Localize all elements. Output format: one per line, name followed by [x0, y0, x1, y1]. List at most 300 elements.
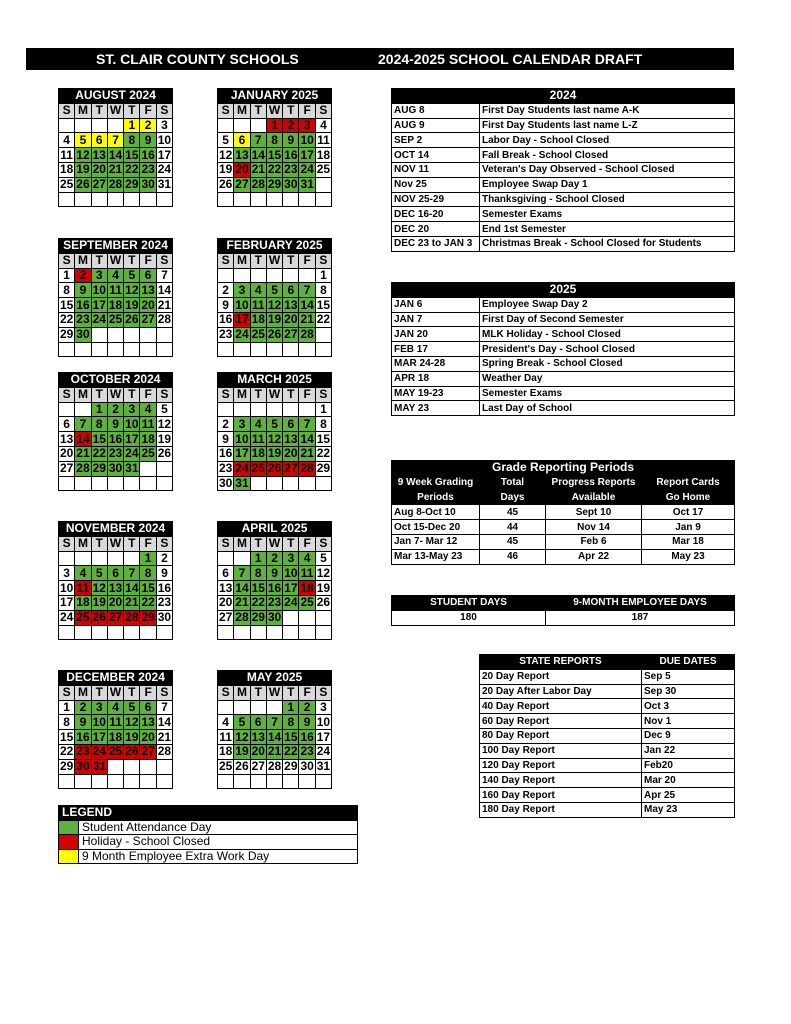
calendar-november-2024 [58, 521, 173, 640]
day-cell: 8 [140, 566, 156, 581]
event-date: DEC 16-20 [392, 207, 480, 222]
grade-head-period: 9 Week Grading [392, 475, 480, 490]
day-cell: 7 [156, 268, 172, 283]
event-description: Fall Break - School Closed [480, 148, 735, 163]
day-cell: 1 [315, 268, 331, 283]
day-cell: 25 [316, 162, 331, 177]
state-reports-head: STATE REPORTS [480, 655, 642, 670]
grading-period: Aug 8-Oct 10 [392, 505, 480, 520]
day-cell: 30 [218, 476, 233, 490]
day-cell: 19 [125, 297, 139, 312]
empty-cell [107, 759, 123, 774]
day-cell: 4 [59, 133, 75, 148]
day-cell: 17 [300, 147, 314, 162]
event-date: AUG 8 [392, 103, 480, 118]
event-date: NOV 25-29 [392, 192, 480, 207]
day-cell: 31 [157, 177, 172, 192]
weekday-header: M [234, 387, 250, 402]
report-name: 160 Day Report [480, 788, 642, 803]
event-description: Veteran's Day Observed - School Closed [480, 162, 735, 177]
day-cell: 16 [267, 580, 282, 595]
day-cell: 10 [235, 297, 249, 312]
day-cell: 4 [107, 268, 123, 283]
day-cell: 4 [75, 566, 91, 581]
weekday-header: F [299, 387, 315, 402]
events-2025-title: 2025 [392, 283, 735, 298]
empty-cell [266, 625, 282, 640]
day-cell: 27 [284, 327, 298, 342]
day-cell: 17 [92, 297, 106, 312]
empty-cell [315, 476, 331, 491]
day-cell: 3 [156, 118, 172, 133]
empty-cell [315, 625, 331, 640]
event-date: JAN 7 [392, 312, 480, 327]
empty-cell [59, 342, 75, 357]
weekday-header: T [250, 103, 266, 118]
day-cell: 6 [234, 133, 250, 148]
day-cell: 8 [59, 715, 75, 730]
day-cell: 7 [299, 283, 315, 298]
weekday-header: S [315, 387, 331, 402]
day-cell: 3 [91, 268, 107, 283]
day-cell: 11 [109, 282, 122, 297]
day-cell: 16 [76, 297, 90, 312]
day-cell: 20 [92, 162, 106, 177]
report-due-date: May 23 [642, 802, 735, 817]
legend-swatch [59, 820, 79, 835]
day-cell: 18 [108, 297, 123, 312]
weekday-header: T [124, 387, 140, 402]
report-due-date: Sep 5 [642, 669, 735, 684]
weekday-header: T [283, 685, 299, 700]
day-cell: 26 [267, 461, 282, 476]
day-cell: 2 [140, 118, 156, 133]
empty-cell [218, 700, 234, 715]
table-row [480, 788, 735, 803]
weekday-header: M [75, 387, 91, 402]
day-cell: 8 [315, 417, 331, 432]
day-cell: 23 [76, 312, 90, 327]
day-cell: 1 [91, 402, 107, 417]
empty-cell [283, 625, 299, 640]
weekday-header: S [59, 103, 75, 118]
weekday-header: M [234, 536, 250, 551]
day-cell: 14 [267, 729, 282, 744]
day-cell: 23 [300, 744, 314, 759]
day-cell: 26 [316, 595, 331, 610]
day-cell: 13 [235, 147, 249, 162]
month-title: AUGUST 2024 [59, 89, 173, 104]
day-cell: 12 [125, 282, 139, 297]
day-cell: 17 [59, 595, 74, 610]
table-row [392, 222, 735, 237]
day-cell: 5 [156, 402, 172, 417]
day-cell: 12 [316, 565, 331, 580]
grade-head-total: Total [480, 475, 546, 490]
weekday-header: M [234, 103, 250, 118]
day-cell: 18 [218, 744, 233, 759]
legend-swatch [59, 849, 79, 864]
day-cell: 20 [235, 162, 249, 177]
empty-cell [283, 192, 299, 207]
empty-cell [59, 192, 75, 207]
empty-cell [299, 610, 315, 625]
report-due-date: Oct 3 [642, 699, 735, 714]
weekday-header: F [140, 103, 156, 118]
day-cell: 23 [218, 327, 233, 342]
event-date: SEP 2 [392, 133, 480, 148]
day-cell: 2 [266, 551, 282, 566]
employee-days-label: 9-MONTH EMPLOYEE DAYS [546, 596, 735, 611]
day-cell: 21 [300, 312, 314, 327]
events-2024-title: 2024 [392, 89, 735, 104]
weekday-header: T [124, 685, 140, 700]
day-cell: 19 [125, 729, 139, 744]
empty-cell [140, 192, 156, 207]
day-cell: 27 [251, 759, 265, 774]
day-cell: 25 [108, 744, 123, 759]
day-cell: 5 [218, 133, 234, 148]
empty-cell [124, 759, 140, 774]
day-cell: 28 [267, 759, 282, 774]
progress-report-date: Apr 22 [546, 549, 642, 564]
day-cell: 11 [76, 580, 90, 595]
day-cell: 14 [251, 147, 265, 162]
day-cell: 5 [266, 417, 282, 432]
day-cell: 25 [59, 177, 74, 192]
day-cell: 2 [218, 417, 234, 432]
weekday-header: M [75, 103, 91, 118]
report-name: 180 Day Report [480, 802, 642, 817]
day-cell: 10 [92, 282, 106, 297]
month-title: DECEMBER 2024 [59, 671, 173, 686]
table-row [392, 148, 735, 163]
day-cell: 2 [75, 268, 91, 283]
state-reports-table [479, 654, 735, 818]
day-cell: 5 [124, 700, 140, 715]
day-cell: 15 [59, 297, 74, 312]
day-cell: 25 [251, 461, 265, 476]
empty-cell [283, 268, 299, 283]
day-cell: 1 [250, 551, 266, 566]
day-cell: 16 [108, 431, 123, 446]
day-cell: 16 [76, 729, 90, 744]
day-cell: 8 [266, 133, 282, 148]
day-cell: 13 [284, 431, 298, 446]
weekday-header: T [283, 536, 299, 551]
weekday-header: T [124, 536, 140, 551]
table-row [392, 356, 735, 371]
day-cell: 14 [300, 431, 314, 446]
report-card-date: Oct 17 [642, 505, 735, 520]
weekday-header: S [218, 103, 234, 118]
day-cell: 2 [75, 700, 91, 715]
legend-item [59, 820, 358, 835]
day-cell: 19 [267, 312, 282, 327]
total-days: 46 [480, 549, 546, 564]
weekday-header: W [266, 387, 282, 402]
day-cell: 22 [141, 595, 155, 610]
day-cell: 21 [157, 297, 172, 312]
event-description: MLK Holiday - School Closed [480, 327, 735, 342]
day-cell: 6 [59, 417, 75, 432]
empty-cell [250, 342, 266, 357]
day-cell: 15 [125, 147, 139, 162]
day-cell: 29 [59, 759, 74, 774]
day-cell: 22 [316, 312, 331, 327]
day-cell: 25 [76, 610, 90, 625]
report-name: 140 Day Report [480, 773, 642, 788]
day-cell: 18 [251, 312, 265, 327]
day-cell: 19 [235, 744, 249, 759]
day-cell: 26 [76, 177, 90, 192]
day-cell: 1 [59, 700, 75, 715]
day-cell: 22 [59, 744, 74, 759]
empty-cell [107, 327, 123, 342]
report-name: 120 Day Report [480, 758, 642, 773]
total-days: 45 [480, 534, 546, 549]
empty-cell [59, 625, 75, 640]
weekday-header: S [156, 253, 172, 268]
student-days-label: STUDENT DAYS [392, 596, 546, 611]
empty-cell [91, 327, 107, 342]
day-cell: 27 [218, 610, 233, 625]
day-cell: 23 [76, 744, 90, 759]
empty-cell [218, 402, 234, 417]
day-cell: 25 [251, 327, 265, 342]
calendar-march-2025 [217, 372, 332, 491]
empty-cell [315, 342, 331, 357]
empty-cell [250, 700, 266, 715]
day-cell: 1 [140, 551, 156, 566]
table-row [392, 177, 735, 192]
day-cell: 8 [315, 283, 331, 298]
day-cell: 24 [125, 446, 139, 461]
events-2024-table [391, 88, 735, 252]
day-cell: 9 [107, 417, 123, 432]
weekday-header: T [250, 536, 266, 551]
empty-cell [107, 625, 123, 640]
event-date: DEC 23 to JAN 3 [392, 236, 480, 251]
day-cell: 24 [157, 162, 172, 177]
day-cell: 27 [141, 744, 155, 759]
day-cell: 25 [141, 446, 155, 461]
day-cell: 20 [284, 312, 298, 327]
table-row [480, 743, 735, 758]
day-cell: 14 [157, 714, 172, 729]
day-cell: 30 [157, 610, 172, 625]
day-cell: 16 [300, 729, 314, 744]
day-cell: 24 [92, 312, 106, 327]
empty-cell [218, 551, 234, 566]
empty-cell [124, 476, 140, 491]
day-cell: 7 [124, 566, 140, 581]
event-description: Semester Exams [480, 386, 735, 401]
day-cell: 20 [251, 744, 265, 759]
weekday-header: T [250, 387, 266, 402]
day-cell: 13 [141, 714, 155, 729]
day-cell: 26 [218, 177, 233, 192]
progress-report-date: Feb 6 [546, 534, 642, 549]
event-description: First Day Students last name A-K [480, 103, 735, 118]
empty-cell [107, 774, 123, 789]
day-cell: 27 [108, 610, 123, 625]
legend-swatch [59, 835, 79, 850]
empty-cell [283, 774, 299, 789]
report-name: 80 Day Report [480, 728, 642, 743]
day-cell: 10 [284, 565, 298, 580]
day-cell: 29 [59, 327, 74, 342]
empty-cell [234, 342, 250, 357]
calendar-january-2025 [217, 88, 332, 207]
day-cell: 22 [125, 162, 139, 177]
report-due-date: Mar 20 [642, 773, 735, 788]
day-cell: 23 [218, 461, 233, 476]
weekday-header: S [59, 253, 75, 268]
month-title: MARCH 2025 [218, 373, 332, 388]
table-row [480, 669, 735, 684]
table-row [392, 118, 735, 133]
day-cell: 4 [250, 417, 266, 432]
day-cell: 19 [157, 431, 172, 446]
day-cell: 20 [284, 446, 298, 461]
day-cell: 12 [267, 431, 282, 446]
empty-cell [91, 476, 107, 491]
calendar-september-2024 [58, 238, 173, 357]
weekday-header: T [91, 387, 107, 402]
weekday-header: S [218, 387, 234, 402]
weekday-header: W [107, 253, 123, 268]
day-cell: 4 [107, 700, 123, 715]
table-row [392, 342, 735, 357]
day-cell: 7 [299, 417, 315, 432]
event-description: Semester Exams [480, 207, 735, 222]
empty-cell [266, 476, 282, 491]
day-cell: 9 [218, 432, 234, 447]
empty-cell [218, 192, 234, 207]
day-cell: 28 [235, 610, 249, 625]
event-date: AUG 9 [392, 118, 480, 133]
day-cell: 4 [250, 283, 266, 298]
day-cell: 6 [140, 700, 156, 715]
empty-cell [91, 118, 107, 133]
day-cell: 29 [141, 610, 155, 625]
day-cell: 11 [251, 297, 265, 312]
grading-period: Jan 7- Mar 12 [392, 534, 480, 549]
weekday-header: M [75, 536, 91, 551]
weekday-header: F [299, 253, 315, 268]
event-description: First Day of Second Semester [480, 312, 735, 327]
empty-cell [299, 625, 315, 640]
day-cell: 15 [316, 297, 331, 312]
day-cell: 11 [317, 132, 330, 147]
day-cell: 27 [59, 461, 74, 476]
empty-cell [156, 327, 172, 342]
day-cell: 4 [218, 715, 234, 730]
empty-cell [107, 192, 123, 207]
event-date: Nov 25 [392, 177, 480, 192]
day-cell: 30 [141, 177, 155, 192]
day-cell: 15 [59, 729, 74, 744]
empty-cell [124, 342, 140, 357]
day-cell: 30 [76, 759, 90, 774]
day-cell: 31 [125, 461, 139, 476]
empty-cell [250, 402, 266, 417]
grade-head2-period: Periods [392, 490, 480, 505]
day-cell: 1 [59, 268, 75, 283]
day-cell: 2 [156, 551, 172, 566]
day-cell: 11 [141, 416, 155, 431]
event-date: MAY 19-23 [392, 386, 480, 401]
empty-cell [218, 625, 234, 640]
empty-cell [234, 192, 250, 207]
day-cell: 12 [267, 297, 282, 312]
month-title: MAY 2025 [218, 671, 332, 686]
empty-cell [266, 774, 282, 789]
table-row [392, 236, 735, 251]
empty-cell [59, 118, 75, 133]
table-row [480, 699, 735, 714]
table-row [392, 327, 735, 342]
day-cell: 19 [316, 580, 331, 595]
day-cell: 27 [284, 461, 298, 476]
month-title: JANUARY 2025 [218, 89, 332, 104]
event-description: Employee Swap Day 1 [480, 177, 735, 192]
grade-head-progress: Progress Reports [546, 475, 642, 490]
weekday-header: S [315, 536, 331, 551]
empty-cell [299, 476, 315, 491]
day-cell: 21 [76, 446, 90, 461]
calendar-october-2024 [58, 372, 173, 491]
day-cell: 29 [284, 759, 298, 774]
empty-cell [140, 774, 156, 789]
weekday-header: T [91, 103, 107, 118]
empty-cell [75, 551, 91, 566]
empty-cell [250, 118, 266, 133]
empty-cell [250, 192, 266, 207]
calendar-april-2025 [217, 521, 332, 640]
day-cell: 9 [299, 715, 315, 730]
empty-cell [315, 177, 331, 192]
day-cell: 7 [107, 133, 123, 148]
weekday-header: W [107, 103, 123, 118]
day-cell: 5 [266, 283, 282, 298]
day-cell: 7 [75, 417, 91, 432]
day-cell: 30 [300, 759, 314, 774]
day-cell: 6 [283, 417, 299, 432]
day-cell: 25 [218, 759, 233, 774]
table-row [480, 758, 735, 773]
empty-cell [218, 268, 234, 283]
empty-cell [283, 402, 299, 417]
day-cell: 9 [75, 283, 91, 298]
day-cell: 17 [284, 580, 298, 595]
event-date: FEB 17 [392, 342, 480, 357]
empty-cell [299, 342, 315, 357]
grade-head-cards: Report Cards [642, 475, 735, 490]
grade-reporting-title: Grade Reporting Periods [392, 461, 735, 476]
weekday-header: T [91, 685, 107, 700]
day-cell: 14 [108, 147, 123, 162]
day-cell: 3 [299, 118, 315, 133]
day-cell: 15 [284, 729, 298, 744]
weekday-header: S [218, 685, 234, 700]
empty-cell [218, 118, 234, 133]
event-date: MAY 23 [392, 401, 480, 416]
day-cell: 8 [124, 133, 140, 148]
day-cell: 3 [124, 402, 140, 417]
day-cell: 10 [92, 714, 106, 729]
